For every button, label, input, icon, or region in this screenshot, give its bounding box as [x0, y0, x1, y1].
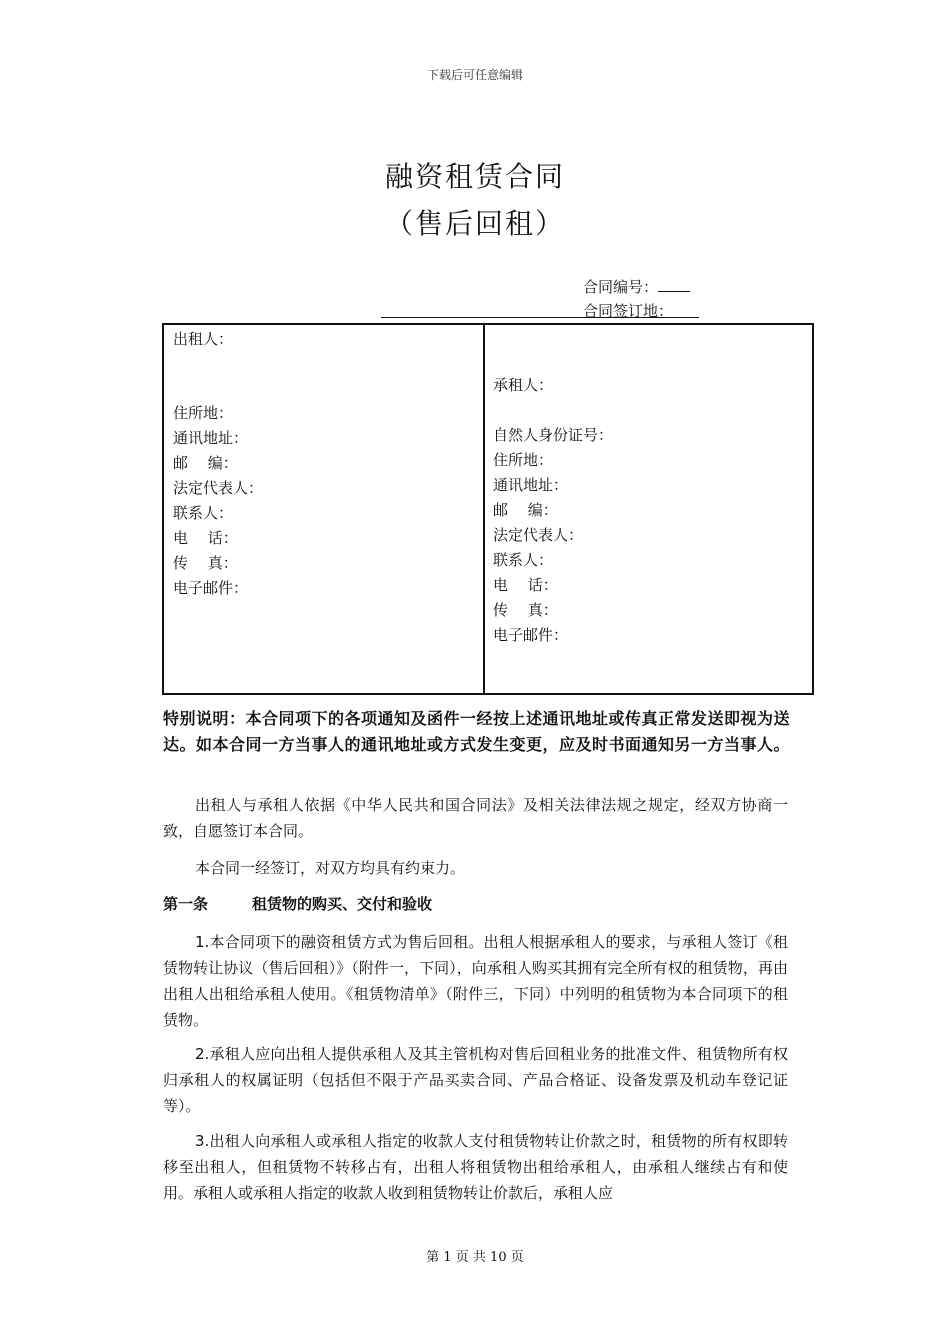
contract-number-blank — [658, 277, 690, 292]
lessee-contact: 联系人： — [493, 551, 554, 569]
lessee-address: 住所地： — [493, 451, 554, 469]
lessee-id-number: 自然人身份证号： — [493, 426, 614, 444]
clause-paragraph: 1.本合同项下的融资租赁方式为售后回租。出租人根据承租人的要求，与承租人签订《租赁物转让协议（售后回租）》（附件一，下同），向承租人购买其拥有完全所有权的租赁物，再由出租人出租给承租人使用。《租赁物清单》（附件三，下同）中列明的租赁物为本合同项下的租赁物。 — [163, 933, 788, 1029]
lessee-postcode: 邮 编： — [493, 501, 558, 519]
special-notice: 特别说明：本合同项下的各项通知及函件一经按上述通讯地址或传真正常发送即视为送达。如本合同一方当事人的通讯地址或方式发生变更，应及时书面通知另一方当事人。 — [163, 709, 791, 754]
lessee-phone: 电 话： — [493, 576, 558, 594]
lessee-label: 承租人： — [493, 376, 554, 394]
signing-place-label: 合同签订地： — [583, 302, 674, 320]
lessor-fax: 传 真： — [173, 554, 238, 572]
document-subtitle: （售后回租） — [384, 207, 565, 240]
parties-divider — [483, 325, 485, 693]
signing-place — [583, 300, 673, 321]
contract-number — [583, 276, 690, 297]
document-title: 融资租赁合同 — [384, 160, 565, 193]
lessor-label: 出租人： — [173, 330, 234, 348]
lessor-postcode: 邮 编： — [173, 454, 238, 472]
lessor-phone: 电 话： — [173, 529, 238, 547]
preamble-paragraph: 出租人与承租人依据《中华人民共和国合同法》及相关法律法规之规定，经双方协商一致，自愿签订本合同。 — [163, 796, 788, 840]
lessor-mail-address: 通讯地址： — [173, 429, 249, 447]
clause-paragraph: 3.出租人向承租人或承租人指定的收款人支付租赁物转让价款之时，租赁物的所有权即转移至出租人，但租赁物不转移占有，出租人将租赁物出租给承租人，由承租人继续占有和使用。承租人或承租人指定的收款人收到租赁物转让价款后，承租人应 — [163, 1132, 788, 1202]
preamble-paragraph: 本合同一经签订，对双方均具有约束力。 — [195, 859, 466, 877]
contract-number-label: 合同编号： — [583, 278, 659, 296]
lessor-email: 电子邮件： — [173, 579, 249, 597]
lessee-mail-address: 通讯地址： — [493, 476, 569, 494]
page-footer: 第 1 页 共 10 页 — [426, 1250, 524, 1265]
clause-paragraph: 2.承租人应向出租人提供承租人及其主管机构对售后回租业务的批准文件、租赁物所有权归承租人的权属证明（包括但不限于产品买卖合同、产品合格证、设备发票及机动车登记证等）。 — [163, 1045, 788, 1115]
lessor-legal-rep: 法定代表人： — [173, 479, 264, 497]
parties-box — [162, 323, 814, 695]
article-heading — [163, 893, 432, 914]
article-title: 租赁物的购买、交付和验收 — [252, 895, 433, 913]
header-note: 下载后可任意编辑 — [426, 68, 523, 82]
lessee-fax: 传 真： — [493, 601, 558, 619]
lessor-address: 住所地： — [173, 404, 234, 422]
lessee-legal-rep: 法定代表人： — [493, 526, 584, 544]
lessee-email: 电子邮件： — [493, 626, 569, 644]
article-number: 第一条 — [163, 895, 209, 913]
lessor-contact: 联系人： — [173, 504, 234, 522]
